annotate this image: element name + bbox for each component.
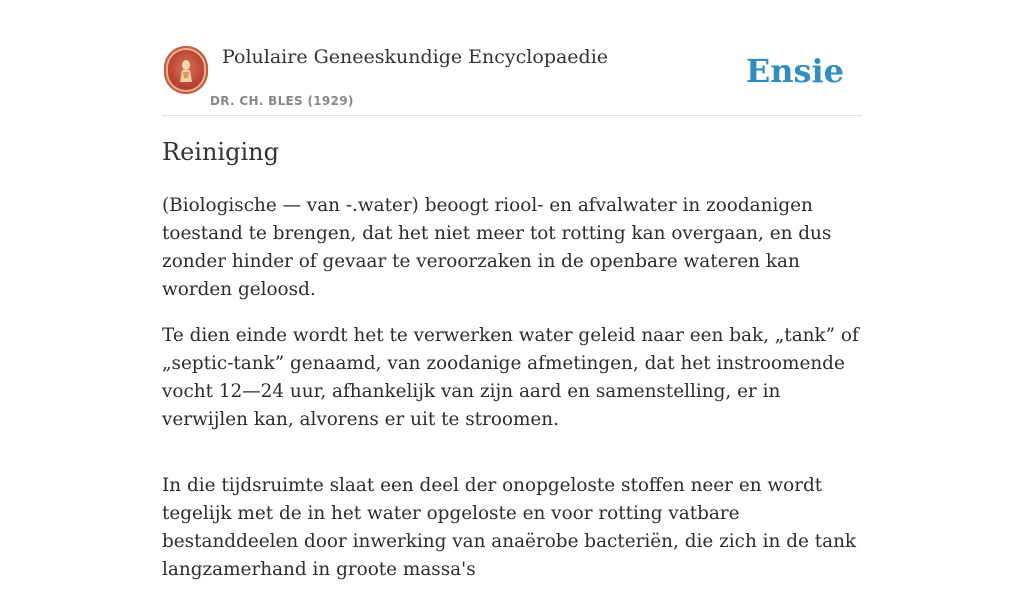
book-title[interactable]: Polulaire Geneeskundige Encyclopaedie (222, 46, 609, 68)
book-emblem-icon[interactable] (164, 46, 208, 94)
paragraph: In die tijdsruimte slaat een deel der onopgeloste stoffen neer en wordt tegelijk met de in het water opgeloste en voor rotting vatbare bestanddeelen door inwerking van anaërobe bacteriën, die zich in de tank langzamerhand in groote massa's (162, 475, 857, 580)
site-header (162, 40, 862, 116)
paragraph: (Biologische — van -.water) beoogt riool- en afvalwater in zoodanigen toestand te brengen, dat het niet meer tot rotting kan overgaan, en dus zonder hinder of gevaar te veroorzaken in de openbare wateren kan worden geloosd. (162, 195, 832, 300)
article-body (162, 192, 862, 602)
author-label: DR. CH. BLES (1929) (210, 94, 354, 108)
brand-logo[interactable]: Ensie (745, 52, 844, 90)
paragraph: Te dien einde wordt het te verwerken water geleid naar een bak, „tank” of „septic-tank” genaamd, van zoodanige afmetingen, dat het instroomende vocht 12—24 uur, afhankelijk van zijn aard en samenstelling, er in verwijlen kan, alvorens er uit te stroomen. (162, 325, 859, 430)
article-title: Reiniging (162, 138, 279, 166)
